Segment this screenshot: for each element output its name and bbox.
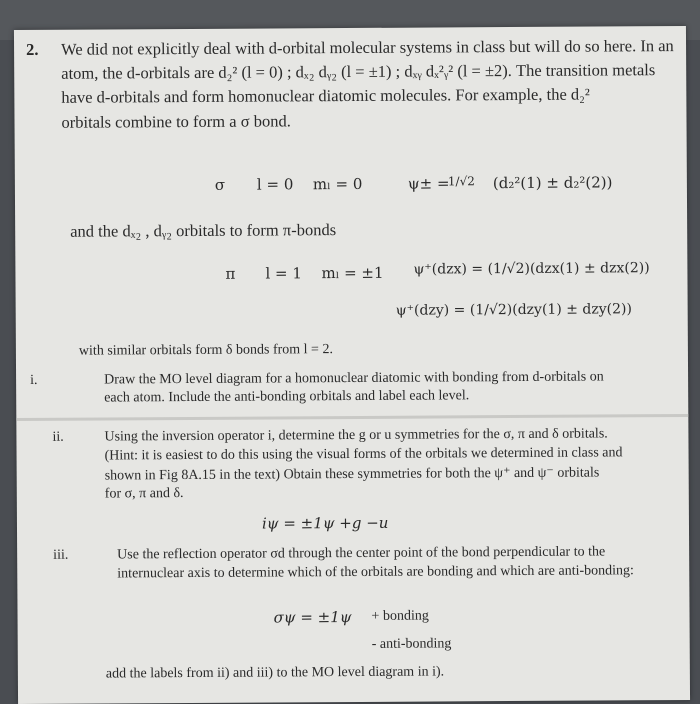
intro-line-3: have d-orbitals and form homonuclear diatomic molecules. For example, the d₂² [61, 84, 590, 107]
intro-line-2: atom, the d-orbitals are d₂² (l = 0) ; dₓ₂ dᵧ₂ (l = ±1) ; dₓᵧ dₓ²ᵧ² (l = ±2). The transition metals [61, 60, 656, 83]
pi-l-value: l = 1 [265, 264, 302, 283]
worksheet-page [14, 26, 690, 704]
pi-intro-line: and the dₓ₂ , dᵧ₂ orbitals to form π-bonds [70, 220, 337, 241]
delta-line: with similar orbitals form δ bonds from l = 2. [78, 342, 333, 359]
sigma-symbol: σ [214, 175, 226, 194]
problem-number: 2. [26, 39, 39, 59]
intro-line-1: We did not explicitly deal with d-orbital molecular systems in class but will do so here. In an [61, 36, 674, 59]
intro-line-4: orbitals combine to form a σ bond. [61, 111, 291, 132]
sigma-m-value: mₗ = 0 [312, 174, 363, 194]
part-i-label: i. [30, 372, 38, 388]
pi-m-value: mₗ = ±1 [321, 263, 384, 283]
reflection-equation: σψ = ±1ψ [273, 608, 352, 627]
part-ii-line-2: (Hint: it is easiest to do this using the visual forms of the orbitals we determined in class and [104, 445, 623, 464]
part-ii-line-4: for σ, π and δ. [104, 486, 184, 502]
part-i-line-2: each atom. Include the anti-bonding orbitals and label each level. [104, 388, 470, 406]
divider-band [16, 414, 688, 421]
pi-eq-row-zx: ψ⁺(dzx) = (1/√2)(dzx(1) ± dzx(2)) [413, 260, 650, 278]
sigma-l-value: l = 0 [256, 175, 294, 194]
sigma-fraction: 1/√2 [447, 174, 475, 189]
sigma-rhs: (d₂²(1) ± d₂²(2)) [492, 173, 613, 193]
part-i-line-1: Draw the MO level diagram for a homonuclear diatomic with bonding from d-orbitals on [104, 369, 604, 388]
inversion-equation: iψ = ±1ψ +g −u [261, 513, 389, 533]
part-iii-line-2: internuclear axis to determine which of the orbitals are bonding and which are anti-bonding: [117, 563, 634, 582]
part-ii-label: ii. [52, 429, 64, 445]
part-ii-line-1: Using the inversion operator i, determine the g or u symmetries for the σ, π and δ orbitals. [104, 426, 608, 445]
part-iii-label: iii. [53, 547, 69, 563]
footer-instruction: add the labels from ii) and iii) to the MO level diagram in i). [105, 664, 445, 682]
pi-eq-row-zy: ψ⁺(dzy) = (1/√2)(dzy(1) ± dzy(2)) [395, 301, 632, 319]
pi-symbol: π [225, 264, 236, 283]
sigma-psi: ψ± = [407, 174, 450, 193]
anti-bonding-label: - anti-bonding [371, 636, 452, 652]
part-ii-line-3: shown in Fig 8A.15 in the text) Obtain these symmetries for both the ψ⁺ and ψ⁻ orbitals [104, 465, 600, 484]
bonding-label: + bonding [371, 608, 429, 624]
part-iii-line-1: Use the reflection operator σd through the center point of the bond perpendicular to the [117, 544, 606, 563]
